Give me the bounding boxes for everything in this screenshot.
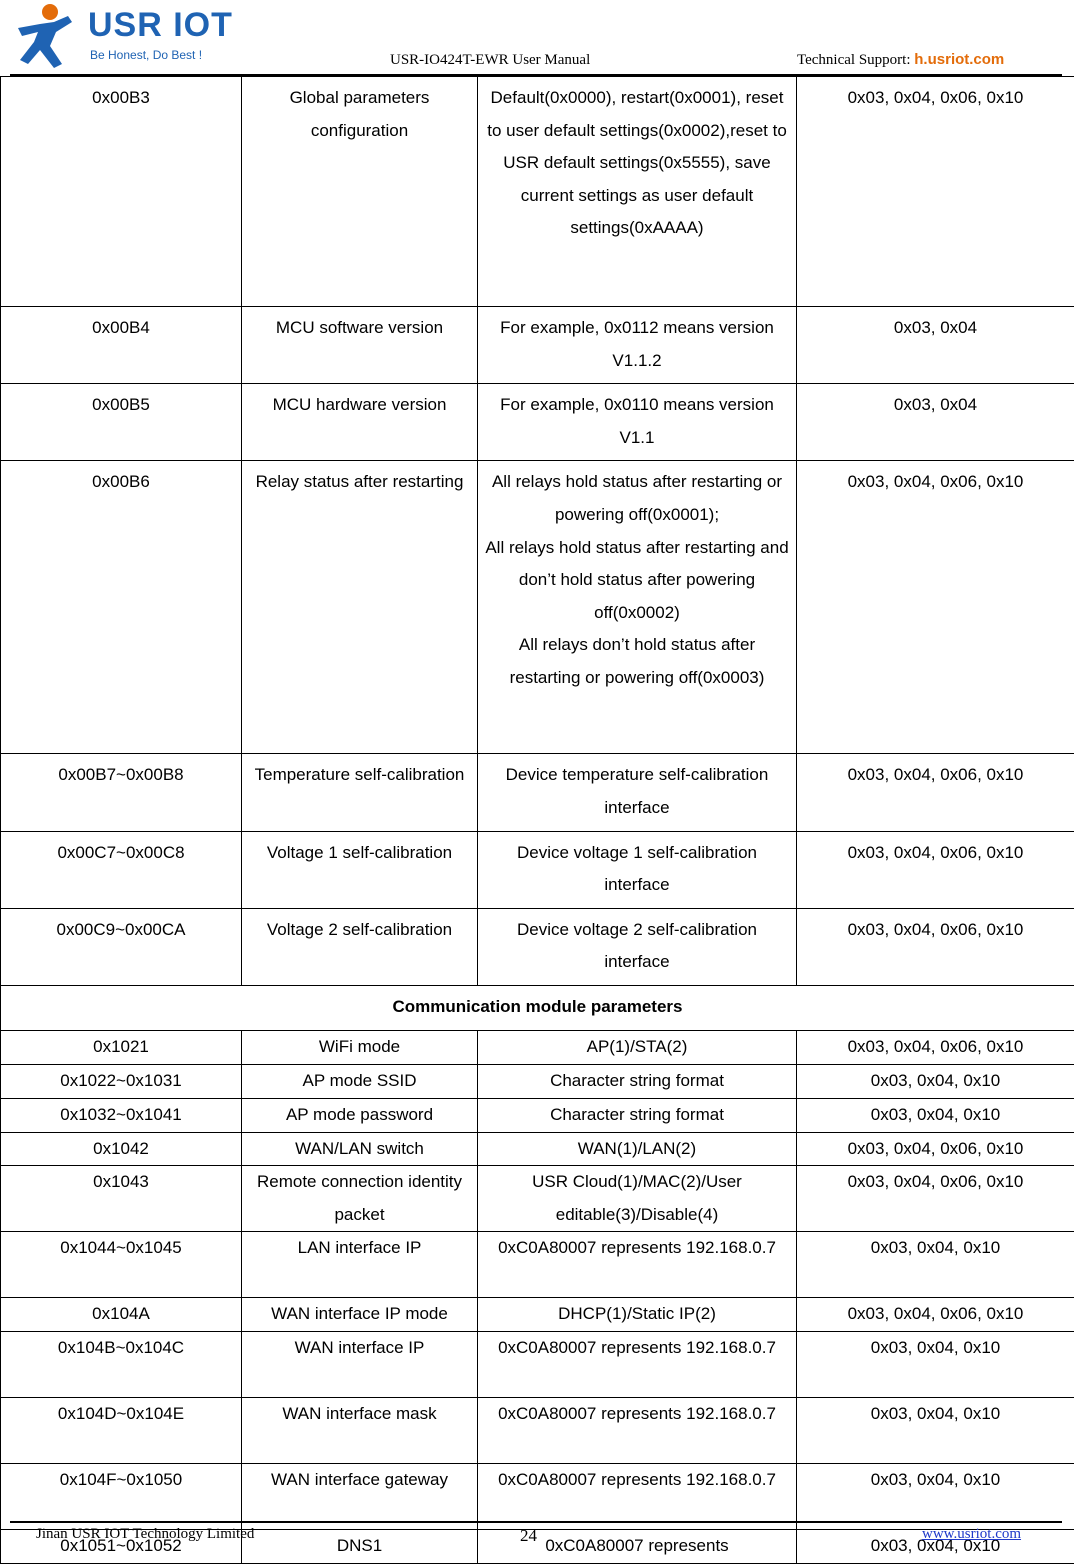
- register-address: 0x1042: [1, 1132, 242, 1166]
- register-address: 0x00B3: [1, 77, 242, 307]
- register-address: 0x00C7~0x00C8: [1, 831, 242, 908]
- function-codes: 0x03, 0x04, 0x06, 0x10: [797, 908, 1074, 985]
- register-name: AP mode SSID: [242, 1064, 478, 1098]
- register-description: [478, 461, 797, 754]
- table-row: [1, 461, 1074, 754]
- register-name: MCU software version: [242, 307, 478, 384]
- register-description: For example, 0x0110 means version V1.1: [478, 384, 797, 461]
- description-line: All relays don’t hold status after restarting or powering off(0x0003): [484, 629, 790, 694]
- function-codes: 0x03, 0x04, 0x06, 0x10: [797, 1298, 1074, 1332]
- register-description: 0xC0A80007 represents 192.168.0.7: [478, 1332, 797, 1398]
- usr-iot-logo: [10, 2, 240, 70]
- function-codes: 0x03, 0x04: [797, 384, 1074, 461]
- register-description: DHCP(1)/Static IP(2): [478, 1298, 797, 1332]
- register-description: 0xC0A80007 represents 192.168.0.7: [478, 1398, 797, 1464]
- function-codes: 0x03, 0x04, 0x10: [797, 1464, 1074, 1530]
- register-name: Voltage 2 self-calibration: [242, 908, 478, 985]
- table-row: [1, 831, 1074, 908]
- table-row: [1, 1098, 1074, 1132]
- register-address: 0x104D~0x104E: [1, 1398, 242, 1464]
- support-link[interactable]: h.usriot.com: [914, 51, 1004, 68]
- technical-support: [797, 51, 1004, 69]
- table-row: [1, 908, 1074, 985]
- table-row: [1, 1166, 1074, 1232]
- register-description: AP(1)/STA(2): [478, 1030, 797, 1064]
- register-address: 0x00B7~0x00B8: [1, 754, 242, 831]
- register-description: Character string format: [478, 1064, 797, 1098]
- register-address: 0x104B~0x104C: [1, 1332, 242, 1398]
- register-name: WAN interface gateway: [242, 1464, 478, 1530]
- register-name: Remote connection identity packet: [242, 1166, 478, 1232]
- description-line: All relays hold status after restarting or powering off(0x0001);: [484, 466, 790, 531]
- table-row: [1, 1298, 1074, 1332]
- register-description: Default(0x0000), restart(0x0001), reset to user default settings(0x0002),reset to USR default settings(0x5555), save current settings as user default settings(0xAAAA): [478, 77, 797, 307]
- register-description: 0xC0A80007 represents 192.168.0.7: [478, 1232, 797, 1298]
- logo-tagline: Be Honest, Do Best !: [90, 48, 202, 62]
- register-name: WAN interface IP: [242, 1332, 478, 1398]
- register-address: 0x1051~0x1052: [1, 1530, 242, 1564]
- register-description: Character string format: [478, 1098, 797, 1132]
- register-description: WAN(1)/LAN(2): [478, 1132, 797, 1166]
- function-codes: 0x03, 0x04, 0x10: [797, 1332, 1074, 1398]
- register-address: 0x1032~0x1041: [1, 1098, 242, 1132]
- register-name: WAN interface IP mode: [242, 1298, 478, 1332]
- table-row: [1, 1064, 1074, 1098]
- register-name: LAN interface IP: [242, 1232, 478, 1298]
- register-description: 0xC0A80007 represents 192.168.0.7: [478, 1464, 797, 1530]
- function-codes: 0x03, 0x04, 0x06, 0x10: [797, 831, 1074, 908]
- register-address: 0x104F~0x1050: [1, 1464, 242, 1530]
- register-address: 0x1044~0x1045: [1, 1232, 242, 1298]
- function-codes: 0x03, 0x04, 0x06, 0x10: [797, 1030, 1074, 1064]
- footer-company: Jinan USR IOT Technology Limited: [36, 1526, 254, 1543]
- table-row: [1, 384, 1074, 461]
- section-title: Communication module parameters: [1, 985, 1074, 1030]
- register-name: WiFi mode: [242, 1030, 478, 1064]
- function-codes: 0x03, 0x04, 0x10: [797, 1232, 1074, 1298]
- register-address: 0x00C9~0x00CA: [1, 908, 242, 985]
- register-name: MCU hardware version: [242, 384, 478, 461]
- support-label: Technical Support:: [797, 52, 914, 68]
- table-row: [1, 754, 1074, 831]
- table-row: [1, 77, 1074, 307]
- function-codes: 0x03, 0x04, 0x10: [797, 1098, 1074, 1132]
- register-name: WAN interface mask: [242, 1398, 478, 1464]
- function-codes: 0x03, 0x04, 0x06, 0x10: [797, 754, 1074, 831]
- register-address: 0x1022~0x1031: [1, 1064, 242, 1098]
- running-man-icon: [10, 2, 80, 70]
- register-address: 0x00B4: [1, 307, 242, 384]
- footer-divider: [10, 1521, 1062, 1523]
- function-codes: 0x03, 0x04, 0x10: [797, 1398, 1074, 1464]
- table-row: [1, 1398, 1074, 1464]
- register-description: Device voltage 2 self-calibration interface: [478, 908, 797, 985]
- register-name: Voltage 1 self-calibration: [242, 831, 478, 908]
- logo-wordmark: USR IOT: [88, 6, 233, 45]
- page-number: 24: [520, 1526, 537, 1546]
- register-address: 0x00B5: [1, 384, 242, 461]
- register-name: AP mode password: [242, 1098, 478, 1132]
- page-header: [0, 0, 1074, 78]
- function-codes: 0x03, 0x04, 0x06, 0x10: [797, 1132, 1074, 1166]
- register-description: Device temperature self-calibration interface: [478, 754, 797, 831]
- register-address: 0x104A: [1, 1298, 242, 1332]
- function-codes: 0x03, 0x04, 0x10: [797, 1530, 1074, 1564]
- section-row: [1, 985, 1074, 1030]
- register-address: 0x1043: [1, 1166, 242, 1232]
- register-description: 0xC0A80007 represents: [478, 1530, 797, 1564]
- description-line: All relays hold status after restarting and don’t hold status after powering off(0x0002): [484, 532, 790, 630]
- register-name: Global parameters configuration: [242, 77, 478, 307]
- register-table: [0, 76, 1074, 1564]
- function-codes: 0x03, 0x04, 0x06, 0x10: [797, 77, 1074, 307]
- register-description: For example, 0x0112 means version V1.1.2: [478, 307, 797, 384]
- register-name: DNS1: [242, 1530, 478, 1564]
- footer-website-link[interactable]: www.usriot.com: [922, 1526, 1021, 1543]
- register-name: WAN/LAN switch: [242, 1132, 478, 1166]
- function-codes: 0x03, 0x04, 0x06, 0x10: [797, 461, 1074, 754]
- table-row: [1, 1232, 1074, 1298]
- table-row: [1, 1332, 1074, 1398]
- table-row: [1, 1464, 1074, 1530]
- register-name: Temperature self-calibration: [242, 754, 478, 831]
- table-row: [1, 307, 1074, 384]
- register-address: 0x00B6: [1, 461, 242, 754]
- register-description: Device voltage 1 self-calibration interface: [478, 831, 797, 908]
- table-row: [1, 1132, 1074, 1166]
- function-codes: 0x03, 0x04, 0x10: [797, 1064, 1074, 1098]
- manual-title: USR-IO424T-EWR User Manual: [390, 52, 590, 69]
- function-codes: 0x03, 0x04, 0x06, 0x10: [797, 1166, 1074, 1232]
- register-address: 0x1021: [1, 1030, 242, 1064]
- function-codes: 0x03, 0x04: [797, 307, 1074, 384]
- table-row: [1, 1030, 1074, 1064]
- register-name: Relay status after restarting: [242, 461, 478, 754]
- register-description: USR Cloud(1)/MAC(2)/User editable(3)/Disable(4): [478, 1166, 797, 1232]
